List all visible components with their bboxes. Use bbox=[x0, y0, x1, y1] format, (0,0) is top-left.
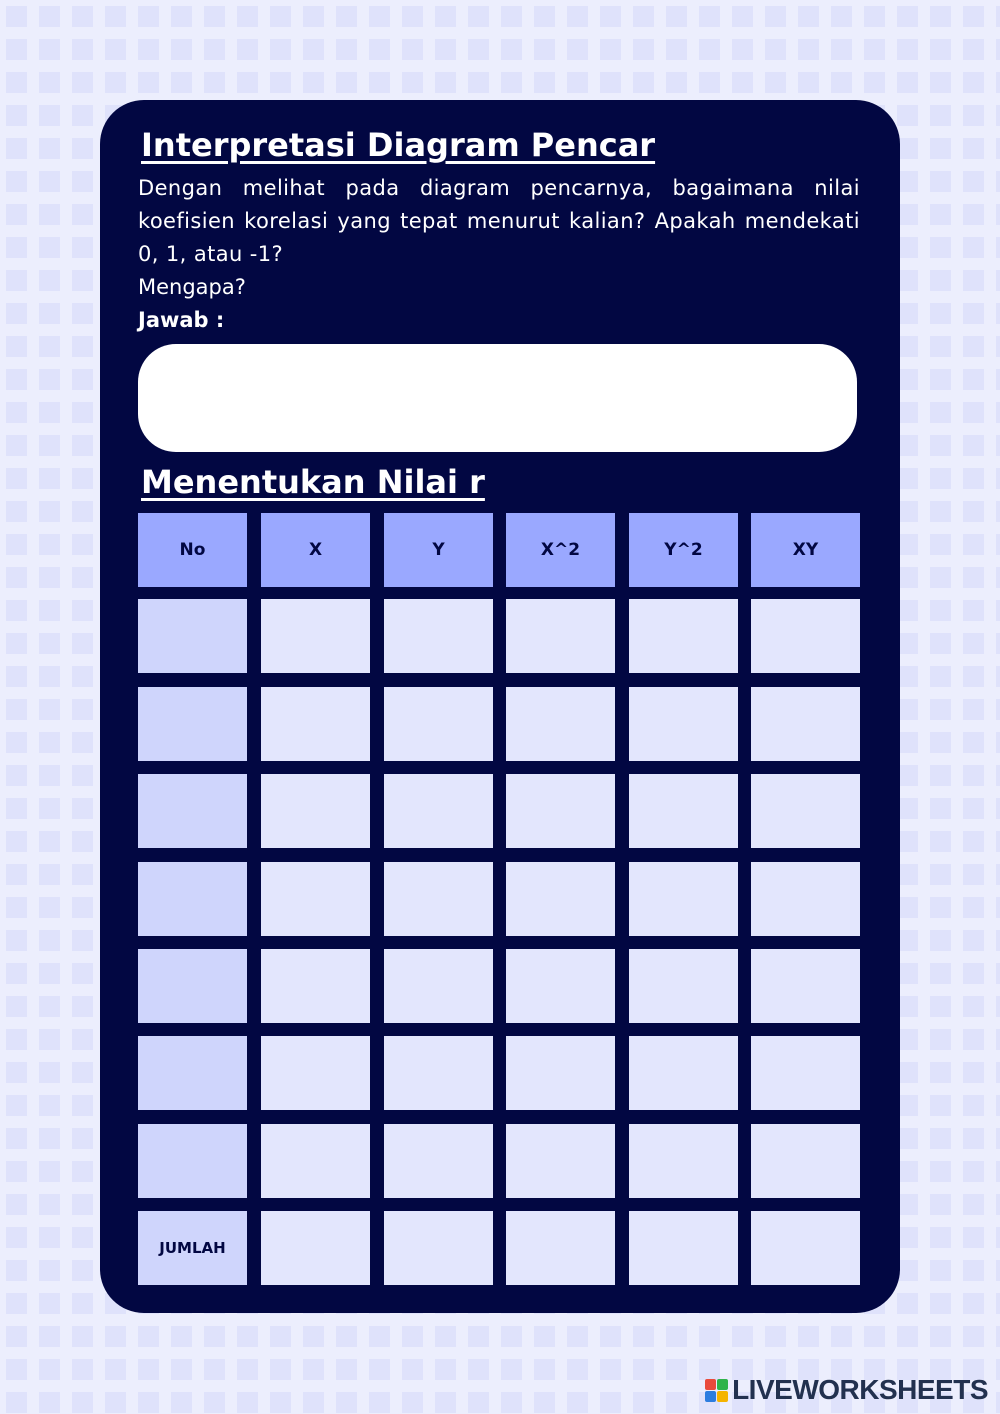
table-cell-xy[interactable] bbox=[751, 1124, 860, 1198]
table-cell-y2[interactable] bbox=[629, 862, 738, 936]
table-cell-y2[interactable] bbox=[629, 599, 738, 673]
table-cell-no[interactable] bbox=[138, 1036, 247, 1110]
question-text: Dengan melihat pada diagram pencarnya, bagaimana nilai koefisien korelasi yang tepat menurut kalian? Apakah mendekati 0, 1, atau -1? bbox=[138, 176, 860, 266]
table-cell-x[interactable] bbox=[261, 774, 370, 848]
worksheet-card bbox=[100, 100, 900, 1313]
table-total-x2[interactable] bbox=[506, 1211, 615, 1285]
table-cell-no[interactable] bbox=[138, 1124, 247, 1198]
table-cell-x2[interactable] bbox=[506, 1124, 615, 1198]
table-cell-xy[interactable] bbox=[751, 949, 860, 1023]
table-cell-y2[interactable] bbox=[629, 1036, 738, 1110]
table-cell-x2[interactable] bbox=[506, 774, 615, 848]
table-total-xy[interactable] bbox=[751, 1211, 860, 1285]
table-total-x[interactable] bbox=[261, 1211, 370, 1285]
table-header-x2: X^2 bbox=[506, 513, 615, 587]
section-title-interpretasi: Interpretasi Diagram Pencar bbox=[141, 126, 656, 164]
table-cell-xy[interactable] bbox=[751, 862, 860, 936]
table-cell-x[interactable] bbox=[261, 1124, 370, 1198]
table-cell-x2[interactable] bbox=[506, 687, 615, 761]
table-cell-y[interactable] bbox=[384, 599, 493, 673]
table-cell-no[interactable] bbox=[138, 949, 247, 1023]
table-cell-x[interactable] bbox=[261, 1036, 370, 1110]
table-header-no: No bbox=[138, 513, 247, 587]
table-cell-x2[interactable] bbox=[506, 862, 615, 936]
answer-input[interactable] bbox=[138, 344, 857, 452]
table-cell-xy[interactable] bbox=[751, 687, 860, 761]
table-cell-x2[interactable] bbox=[506, 599, 615, 673]
answer-label: Jawab : bbox=[138, 308, 225, 332]
liveworksheets-icon bbox=[705, 1379, 728, 1402]
table-cell-y[interactable] bbox=[384, 774, 493, 848]
table-cell-x[interactable] bbox=[261, 862, 370, 936]
question-why: Mengapa? bbox=[138, 275, 246, 299]
table-cell-x2[interactable] bbox=[506, 1036, 615, 1110]
table-cell-y[interactable] bbox=[384, 687, 493, 761]
table-cell-no[interactable] bbox=[138, 687, 247, 761]
table-total-label: JUMLAH bbox=[138, 1211, 247, 1285]
table-cell-x[interactable] bbox=[261, 599, 370, 673]
table-cell-xy[interactable] bbox=[751, 774, 860, 848]
section-title-nilai-r: Menentukan Nilai r bbox=[141, 463, 485, 501]
table-cell-x2[interactable] bbox=[506, 949, 615, 1023]
table-cell-no[interactable] bbox=[138, 862, 247, 936]
table-cell-y[interactable] bbox=[384, 1036, 493, 1110]
liveworksheets-logo bbox=[705, 1374, 988, 1406]
table-cell-y[interactable] bbox=[384, 862, 493, 936]
table-cell-y2[interactable] bbox=[629, 774, 738, 848]
table-total-y[interactable] bbox=[384, 1211, 493, 1285]
table-total-y2[interactable] bbox=[629, 1211, 738, 1285]
table-cell-xy[interactable] bbox=[751, 599, 860, 673]
table-cell-y2[interactable] bbox=[629, 949, 738, 1023]
table-cell-y2[interactable] bbox=[629, 1124, 738, 1198]
table-cell-y[interactable] bbox=[384, 949, 493, 1023]
table-cell-x[interactable] bbox=[261, 949, 370, 1023]
brand-name: LIVEWORKSHEETS bbox=[732, 1374, 988, 1405]
table-header-x: X bbox=[261, 513, 370, 587]
table-header-xy: XY bbox=[751, 513, 860, 587]
table-cell-xy[interactable] bbox=[751, 1036, 860, 1110]
table-cell-no[interactable] bbox=[138, 774, 247, 848]
table-cell-y2[interactable] bbox=[629, 687, 738, 761]
table-cell-no[interactable] bbox=[138, 599, 247, 673]
table-cell-y[interactable] bbox=[384, 1124, 493, 1198]
table-header-y: Y bbox=[384, 513, 493, 587]
table-header-y2: Y^2 bbox=[629, 513, 738, 587]
table-cell-x[interactable] bbox=[261, 687, 370, 761]
